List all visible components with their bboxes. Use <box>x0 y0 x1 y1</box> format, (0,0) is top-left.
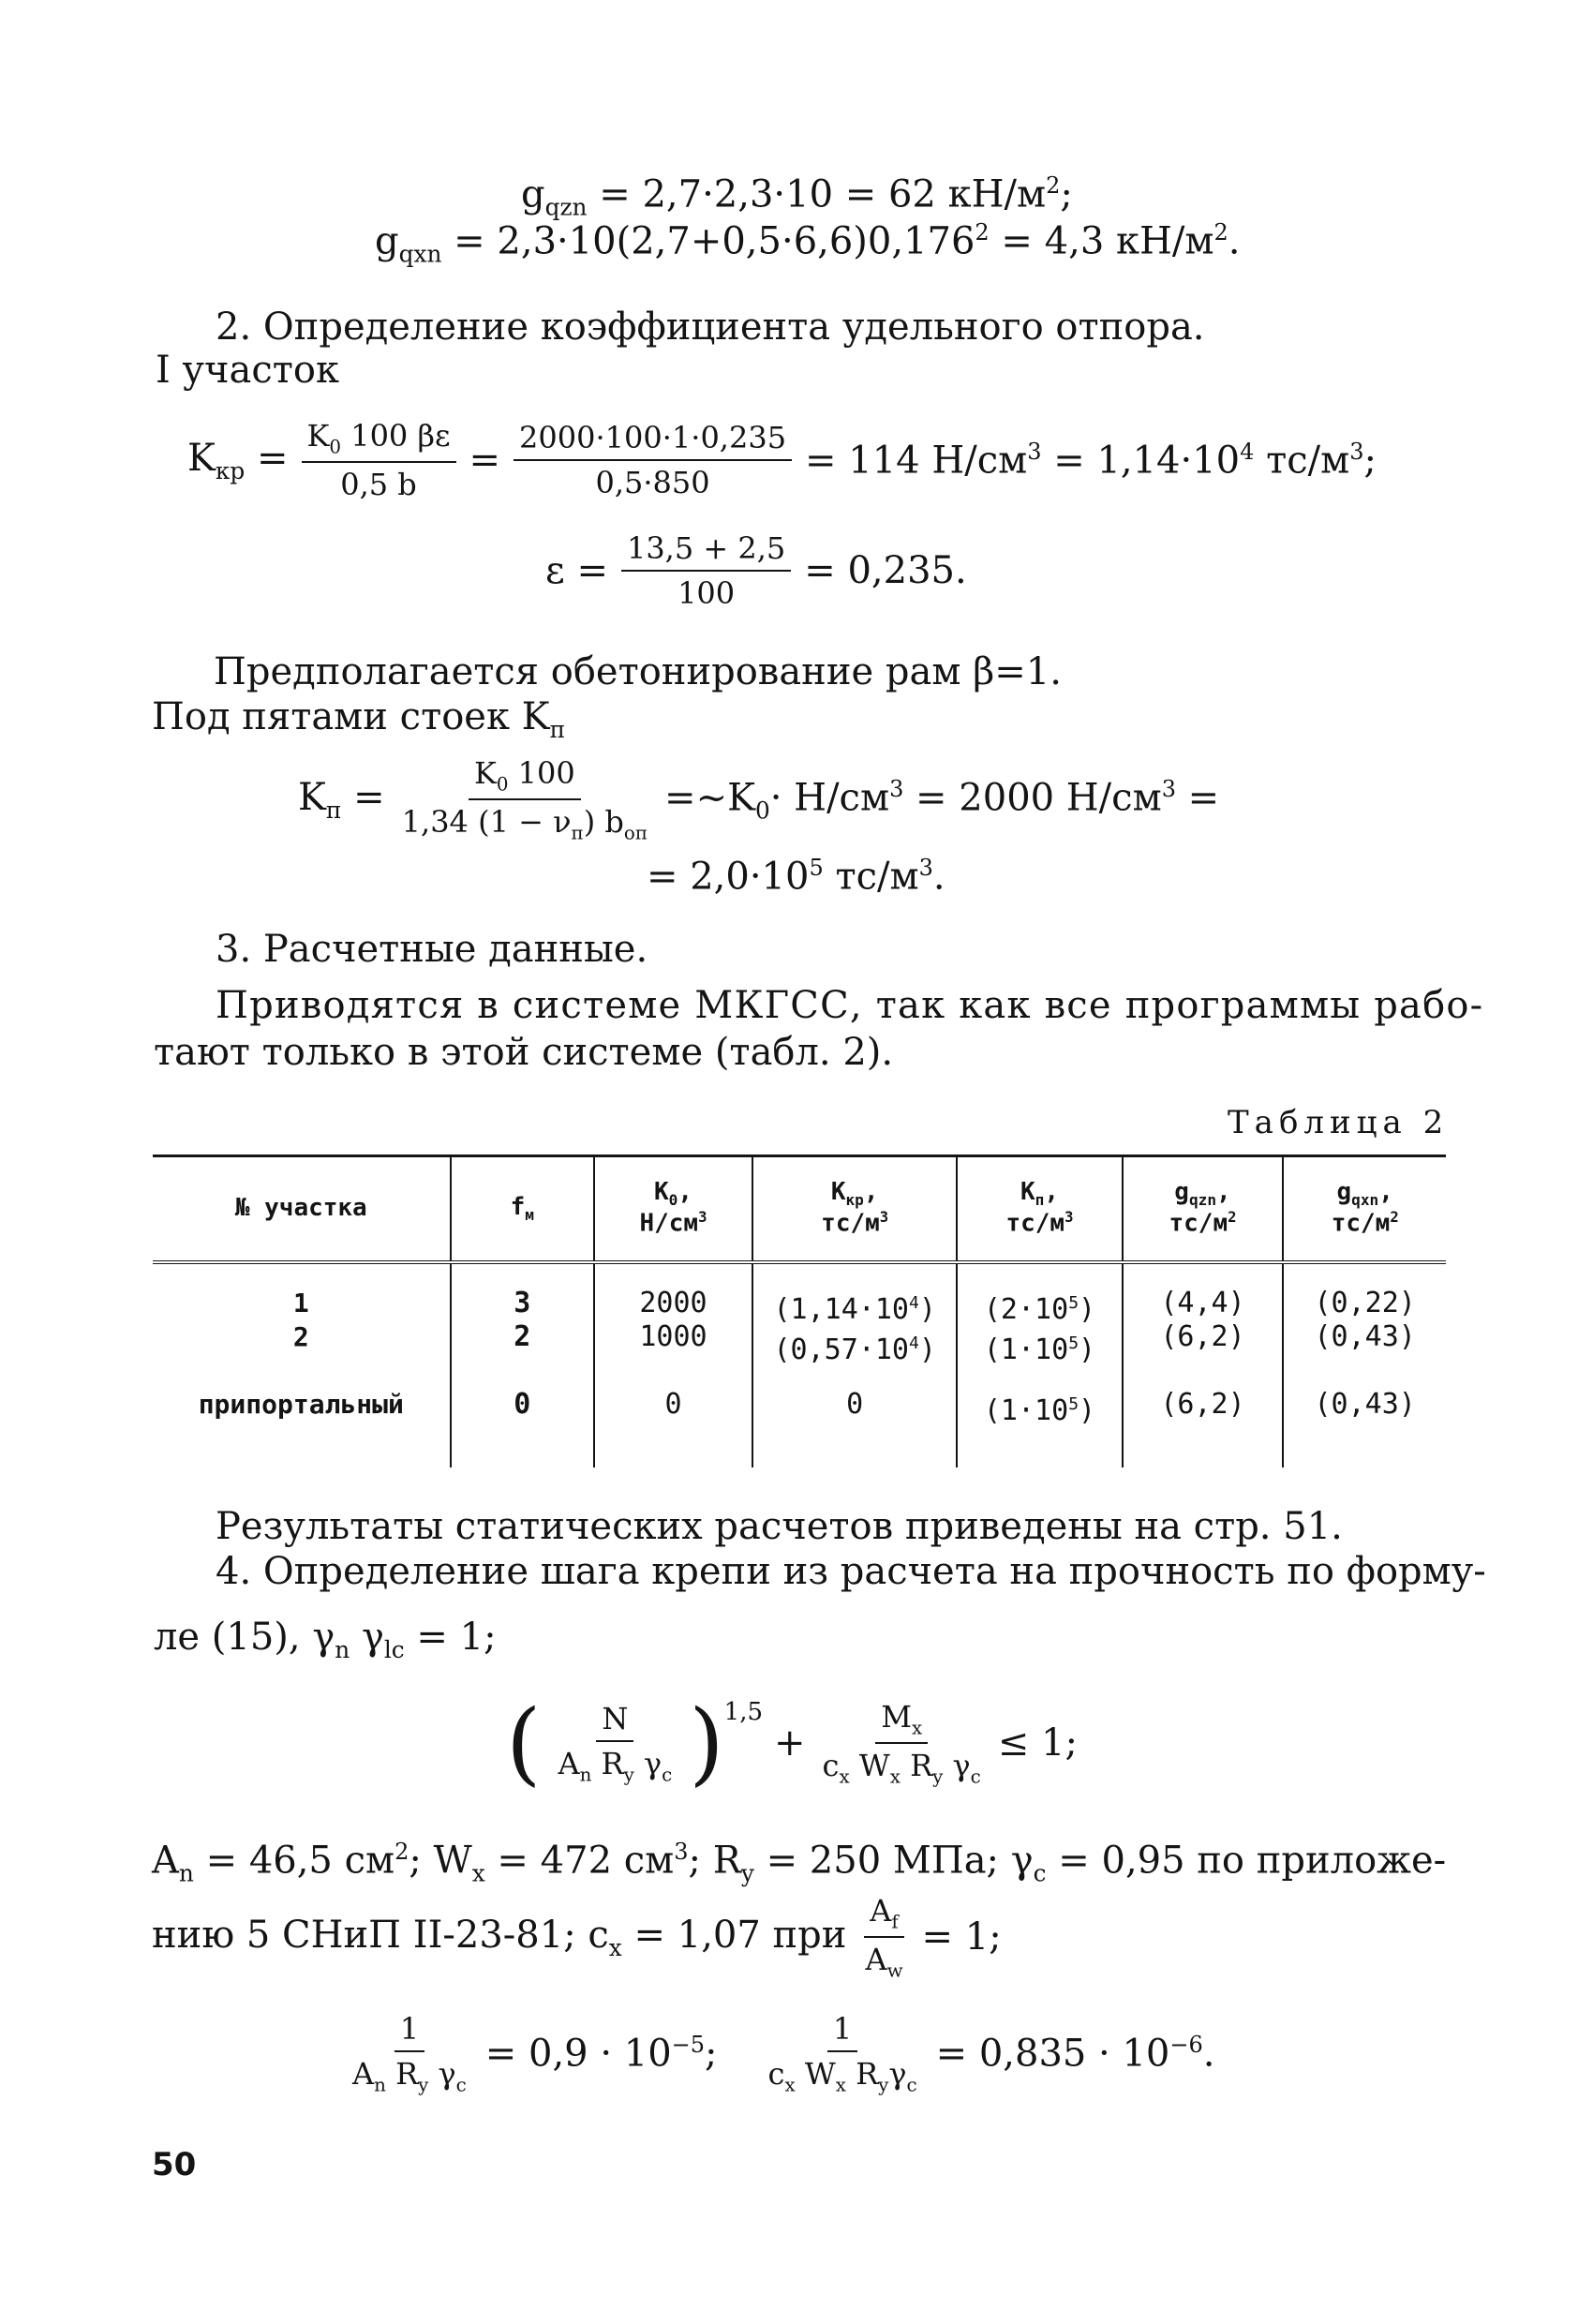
section-4-heading-line-1: 4. Определение шага крепи из расчета на прочность по форму- <box>216 1550 1486 1593</box>
strength-inequality <box>506 1691 1078 1795</box>
cell-kkr: 0 <box>752 1367 957 1467</box>
table-header-row <box>153 1156 1446 1263</box>
kp-denominator: 1,34 $(1 - \nu_п)$ $b_{оп}$ <box>401 804 648 844</box>
epsilon-equation <box>545 530 967 611</box>
cell-k0: 2000 1000 <box>594 1262 752 1367</box>
result-value-1: = $0,9 \cdot 10^{-5}$; <box>484 2032 718 2076</box>
cell-gqxn: (0,22) (0,43) <box>1283 1262 1446 1367</box>
parameters-line-1: $A_n = 46,5$ $см^2$; $W_x = 472$ $см^3$; $R_y = 250$ МПа; $\gamma_c = 0,95$ по приложе- <box>152 1839 1447 1887</box>
parameters-line-2 <box>152 1893 1002 1982</box>
result-fraction-2 <box>763 2011 923 2095</box>
epsilon-lhs: ε = <box>545 549 608 592</box>
section-4-heading-line-2: ле (15), $\gamma_n$ $\gamma_{lc} = 1$; <box>154 1616 497 1663</box>
result-values <box>347 2011 1215 2095</box>
cell-kp: $(1\cdot 10^5)$ <box>957 1367 1122 1467</box>
result-value-2: = $0,835 \cdot 10^{-6}$. <box>935 2032 1215 2076</box>
kkr-numerator-numeric: 2000·100·1·0,235 <box>514 420 792 461</box>
kkr-lhs: $K_{кр}$ = <box>187 436 289 484</box>
formula-gqzn: $g_{qzn} = 2,7\cdot 2,3\cdot 10 = 62$ $кН/м^2$; <box>521 172 1073 221</box>
section-2-heading: 2. Определение коэффициента удельного отпора. <box>216 305 1205 349</box>
epsilon-result: = 0,235. <box>804 549 967 592</box>
kp-result-continued: = $2,0\cdot 10^5$ $тс/м^3$. <box>647 855 945 899</box>
cell-f-m: 3 2 <box>451 1262 594 1367</box>
kkr-fraction-numeric <box>514 420 792 500</box>
kp-fraction <box>396 755 653 844</box>
cell-gqxn: (0,43) <box>1283 1367 1446 1467</box>
header-section-number: № участка <box>234 1194 367 1223</box>
cell-f-m: 0 <box>451 1367 594 1467</box>
header-kp: $K_п$, $тс/м^3$ <box>957 1156 1122 1263</box>
header-k0: $K_0$, $Н/см^3$ <box>594 1156 752 1263</box>
epsilon-fraction <box>621 530 791 611</box>
cell-gqzn: (4,4) (6,2) <box>1123 1262 1284 1367</box>
parameters-text: нию 5 СНиП II-23-81; $c_x = 1,07$ при <box>152 1913 847 1961</box>
kkr-numerator-symbolic: $K_0$ 100 βε <box>302 418 456 463</box>
af-numerator: $A_f$ <box>864 1893 903 1938</box>
kkr-denominator-symbolic: 0,5 b <box>340 467 417 503</box>
plus-sign: + <box>774 1721 806 1765</box>
cell-gqzn: (6,2) <box>1123 1367 1284 1467</box>
header-kkr: $K_{кр}$, $тс/м^3$ <box>752 1156 957 1263</box>
beta-statement: Предполагается обетонирование рам β=1. <box>214 650 1062 693</box>
header-gqzn: $g_{qzn}$, $тс/м^2$ <box>1123 1156 1284 1263</box>
section-3-paragraph-line-1: Приводятся в системе МКГСС, так как все программы рабо- <box>216 984 1484 1027</box>
formula-gqxn: $g_{qxn} = 2,3\cdot 10(2,7+0,5\cdot 6,6)0,176^2 = 4,3$ $кН/м^2$. <box>375 219 1241 268</box>
af-aw-fraction <box>859 1893 908 1982</box>
inequality-rhs: ≤ 1; <box>997 1721 1078 1765</box>
kp-equation <box>298 755 1219 844</box>
kkr-denominator-numeric: 0,5·850 <box>595 465 710 501</box>
kkr-equation <box>187 418 1377 502</box>
result-denominator-2: $c_x$ $W_x$ $R_y\gamma_c$ <box>767 2056 917 2096</box>
page-number: 50 <box>152 2146 197 2183</box>
kp-lhs: $K_п$ = <box>298 775 385 824</box>
cell-k0: 0 <box>594 1367 752 1467</box>
epsilon-denominator: 100 <box>677 575 736 611</box>
inequality-denominator-2: $c_x$ $W_x$ $R_y$ $\gamma_c$ <box>822 1748 981 1788</box>
result-numerator-1: 1 <box>395 2011 424 2052</box>
left-paren: ( <box>506 1691 542 1795</box>
table-row <box>153 1262 1446 1367</box>
equals-sign: = <box>469 439 501 483</box>
inequality-fraction-1 <box>552 1701 677 1785</box>
parameters-end: = 1; <box>921 1915 1002 1959</box>
kp-numerator: $K_0$ 100 <box>469 755 581 800</box>
results-note: Результаты статических расчетов приведены на стр. 51. <box>216 1505 1343 1548</box>
result-numerator-2: 1 <box>827 2011 857 2052</box>
kp-intro: Под пятами стоек $K_п$ <box>152 695 566 743</box>
cell-kkr: $(1,14\cdot 10^4)$ $(0,57\cdot 10^4)$ <box>752 1262 957 1367</box>
inequality-exponent: 1,5 <box>723 1698 764 1726</box>
aw-denominator: $A_w$ <box>865 1942 903 1982</box>
inequality-denominator-1: $A_n$ $R_y$ $\gamma_c$ <box>558 1745 673 1786</box>
section-3-heading: 3. Расчетные данные. <box>216 928 648 971</box>
header-gqxn: $g_{qxn}$, $тс/м^2$ <box>1283 1156 1446 1263</box>
result-fraction-1 <box>347 2011 472 2095</box>
table-caption: Таблица 2 <box>1228 1104 1450 1141</box>
kp-result: $=\sim K_0\cdot Н/см^3 = 2000$ $Н/см^3$ = <box>664 775 1220 825</box>
data-table <box>153 1155 1446 1467</box>
epsilon-numerator: 13,5 + 2,5 <box>621 530 791 572</box>
cell-kp: $(2\cdot 10^5)$ $(1\cdot 10^5)$ <box>957 1262 1122 1367</box>
kkr-result: = 114 $Н/см^3 = 1,14\cdot 10^4$ $тс/м^3$; <box>805 439 1377 483</box>
inequality-fraction-2 <box>817 1699 987 1788</box>
inequality-numerator-2: $M_x$ <box>875 1699 928 1744</box>
section-3-paragraph-line-2: тают только в этой системе (табл. 2). <box>154 1031 894 1074</box>
header-f-m: $f_м$ <box>451 1156 594 1263</box>
table-row <box>153 1367 1446 1467</box>
cell-section: припортальный <box>198 1389 404 1420</box>
section-2-subheading: I участок <box>156 349 339 392</box>
right-paren: ) <box>689 1691 724 1795</box>
inequality-numerator-1: N <box>596 1701 633 1742</box>
cell-section: 1 2 <box>292 1288 309 1352</box>
result-denominator-1: $A_n$ $R_y$ $\gamma_c$ <box>352 2056 467 2096</box>
kkr-fraction-symbolic <box>302 418 456 502</box>
